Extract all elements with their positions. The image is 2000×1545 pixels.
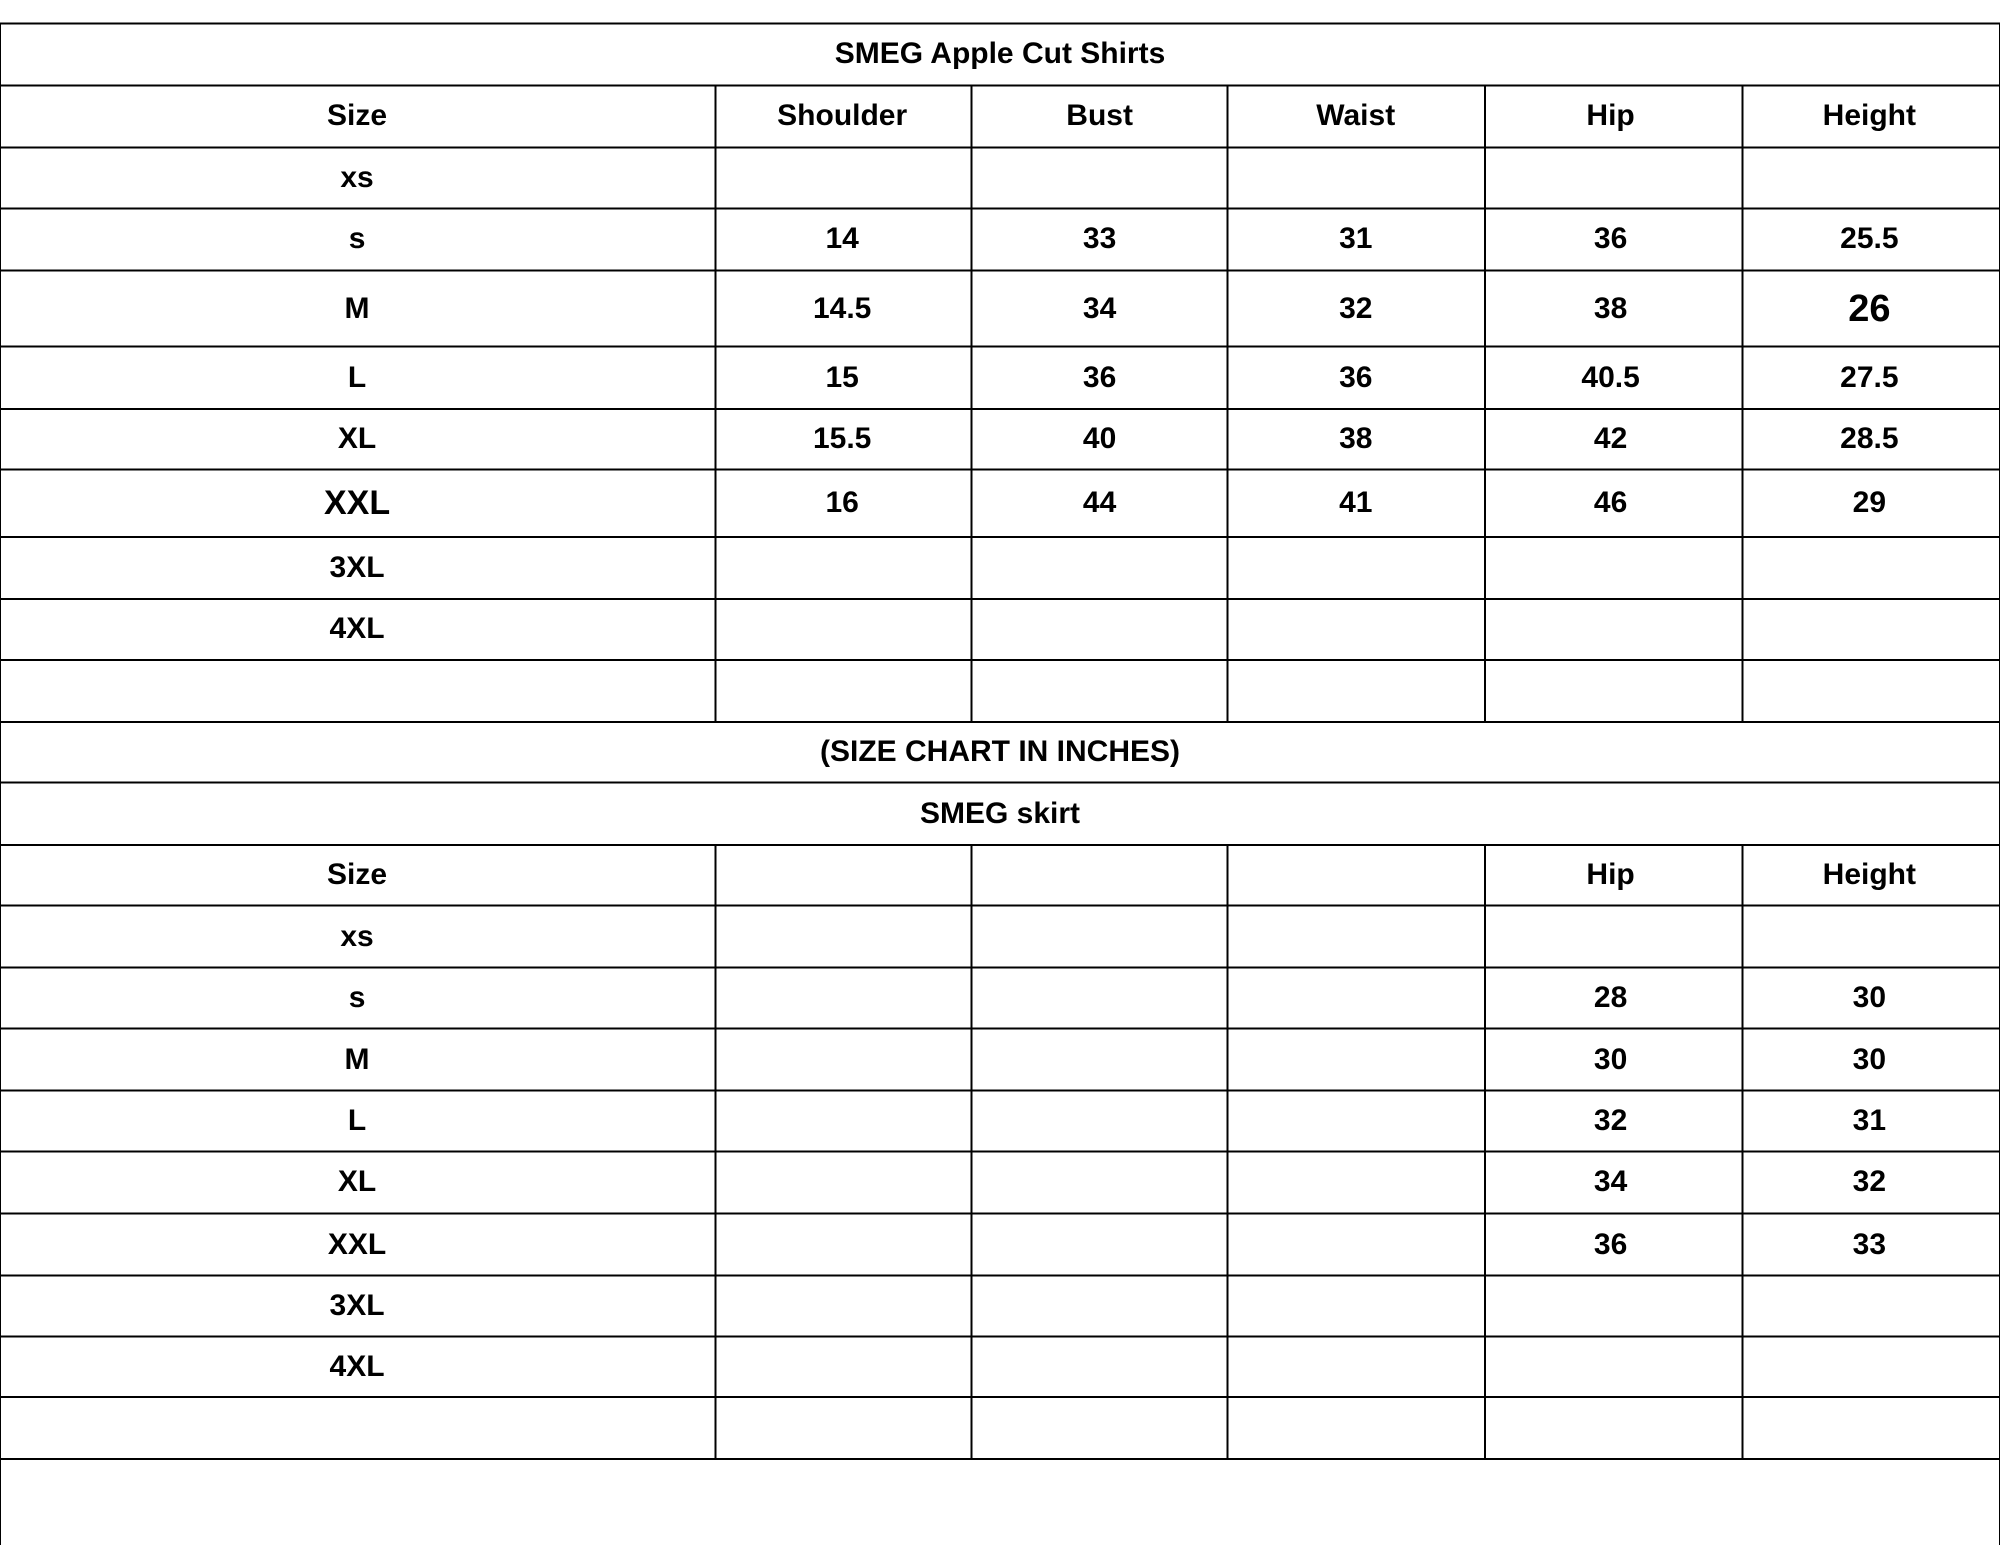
skirt-header-cell: Size <box>327 858 388 892</box>
shirts-value-cell: 38 <box>1593 291 1628 325</box>
shirts-value-cell: 14 <box>825 222 859 256</box>
shirts-value-cell: 15 <box>825 360 859 394</box>
skirt-value-cell: 33 <box>1852 1227 1887 1261</box>
shirts-size-cell: XL <box>337 422 377 456</box>
skirt-value-cell: 30 <box>1852 981 1887 1015</box>
skirt-value-cell: 34 <box>1593 1165 1628 1199</box>
shirts-value-cell: 46 <box>1593 486 1628 520</box>
shirts-value-cell: 15.5 <box>812 422 872 456</box>
skirt-size-cell: L <box>347 1103 367 1137</box>
skirt-value-cell: 31 <box>1852 1103 1887 1137</box>
shirts-value-cell: 40 <box>1082 422 1117 456</box>
shirts-value-cell: 27.5 <box>1840 360 1899 394</box>
shirts-size-cell: M <box>344 291 370 325</box>
skirt-size-cell: XL <box>337 1165 377 1199</box>
shirts-value-cell: 36 <box>1593 222 1628 256</box>
shirts-header-cell: Bust <box>1066 99 1133 133</box>
shirts-size-cell: XXL <box>323 484 391 523</box>
skirt-value-cell: 32 <box>1852 1165 1887 1199</box>
skirt-header-cell: Hip <box>1586 858 1635 892</box>
shirts-value-cell: 25.5 <box>1840 222 1899 256</box>
shirts-size-cell: xs <box>340 160 374 194</box>
skirt-value-cell: 30 <box>1593 1042 1628 1076</box>
skirt-size-cell: xs <box>340 919 374 953</box>
shirts-value-cell: 32 <box>1339 291 1373 325</box>
size-chart-units-note: (SIZE CHART IN INCHES) <box>820 735 1180 769</box>
shirts-value-cell: 26 <box>1848 287 1891 330</box>
shirts-header-cell: Hip <box>1586 99 1635 133</box>
shirts-size-cell: 3XL <box>329 550 385 584</box>
shirts-size-cell: L <box>347 360 367 394</box>
shirts-value-cell: 42 <box>1593 422 1628 456</box>
shirts-value-cell: 29 <box>1852 486 1887 520</box>
shirts-value-cell: 36 <box>1339 360 1373 394</box>
shirts-table-title: SMEG Apple Cut Shirts <box>834 37 1166 71</box>
shirts-value-cell: 28.5 <box>1840 422 1899 456</box>
shirts-value-cell: 31 <box>1339 222 1373 256</box>
shirts-value-cell: 14.5 <box>812 291 872 325</box>
shirts-size-cell: s <box>348 222 366 256</box>
shirts-size-cell: 4XL <box>329 612 385 646</box>
shirts-value-cell: 38 <box>1339 422 1373 456</box>
shirts-header-cell: Size <box>327 99 388 133</box>
shirts-header-cell: Height <box>1822 99 1916 133</box>
shirts-value-cell: 40.5 <box>1581 360 1640 394</box>
shirts-header-cell: Waist <box>1316 99 1396 133</box>
skirt-value-cell: 36 <box>1593 1227 1628 1261</box>
shirts-value-cell: 36 <box>1082 360 1117 394</box>
skirt-size-cell: 4XL <box>329 1349 385 1383</box>
shirts-value-cell: 34 <box>1082 291 1117 325</box>
shirts-header-cell: Shoulder <box>777 99 908 133</box>
shirts-value-cell: 16 <box>825 486 859 520</box>
skirt-size-cell: M <box>344 1042 370 1076</box>
skirt-header-cell: Height <box>1822 858 1916 892</box>
shirts-value-cell: 41 <box>1339 486 1373 520</box>
skirt-size-cell: s <box>348 981 366 1015</box>
skirt-table-title: SMEG skirt <box>919 796 1081 830</box>
skirt-size-cell: XXL <box>327 1227 387 1261</box>
shirts-value-cell: 44 <box>1082 486 1117 520</box>
skirt-size-cell: 3XL <box>329 1288 385 1322</box>
skirt-value-cell: 30 <box>1852 1042 1887 1076</box>
skirt-value-cell: 28 <box>1593 981 1628 1015</box>
shirts-value-cell: 33 <box>1082 222 1117 256</box>
skirt-value-cell: 32 <box>1593 1103 1628 1137</box>
